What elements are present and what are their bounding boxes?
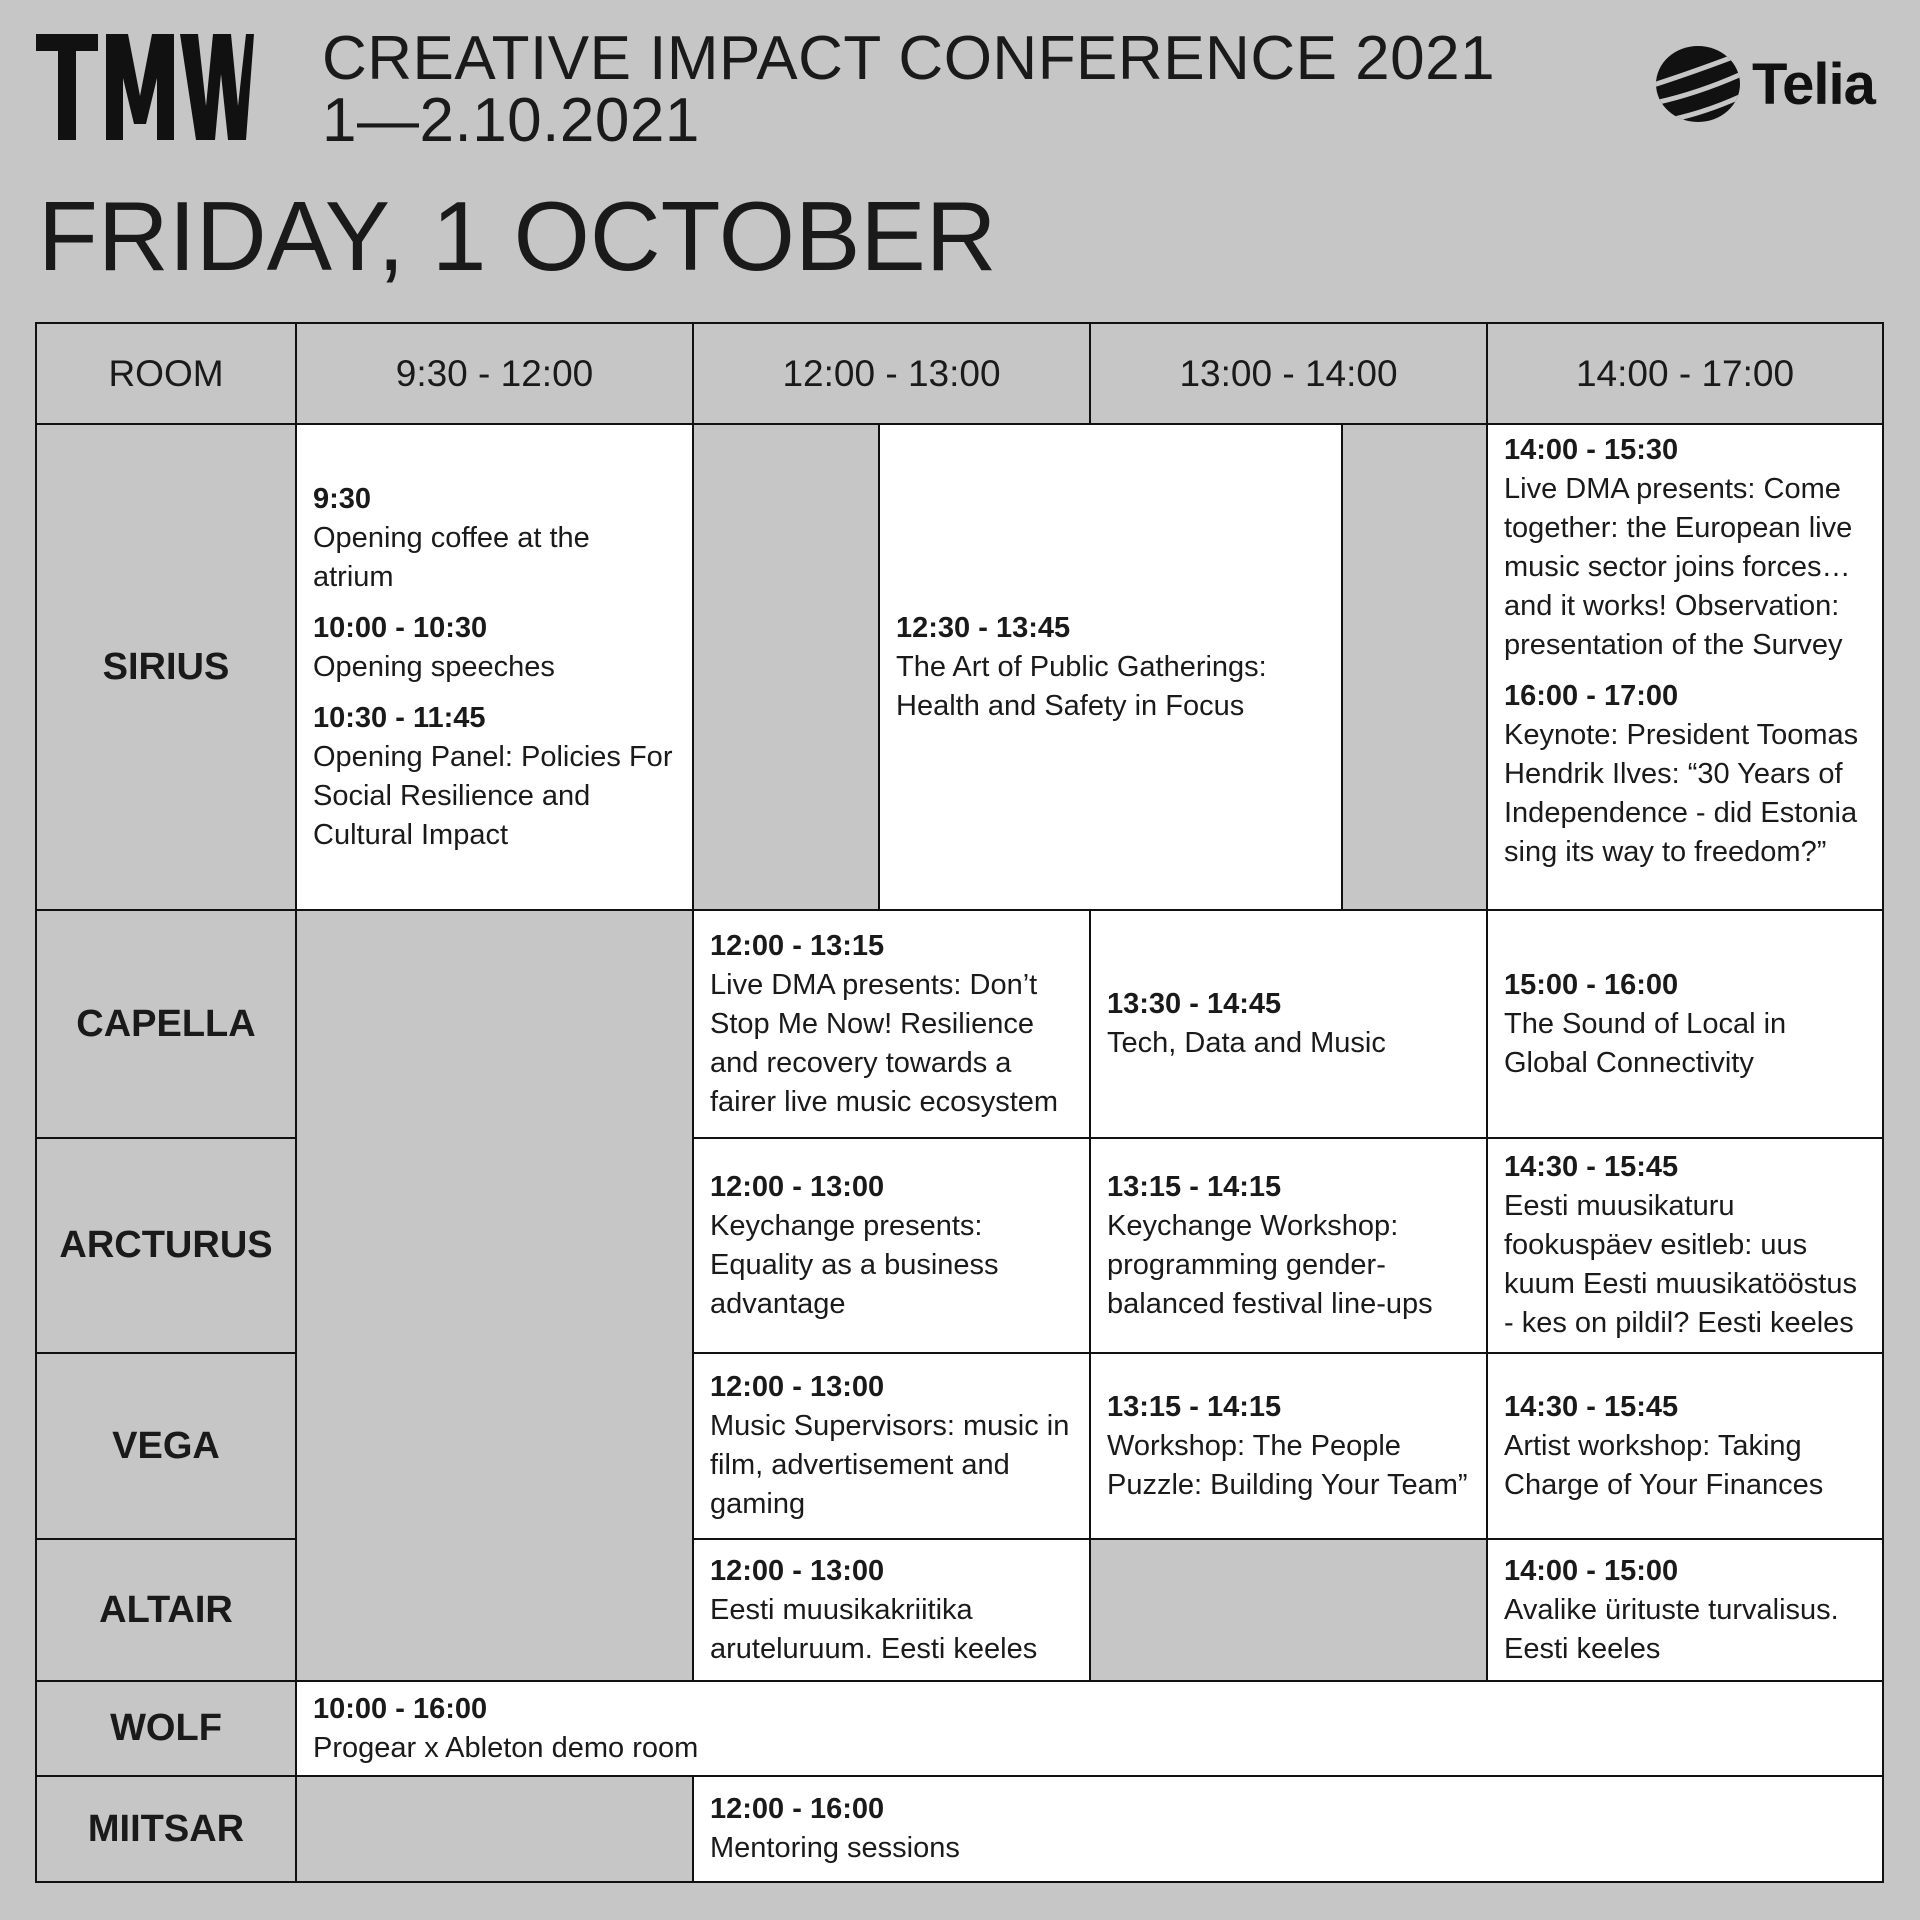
session-time: 14:00 - 15:30 — [1504, 434, 1679, 466]
session-title: The Art of Public Gatherings: Health and Safety in Focus — [896, 650, 1267, 722]
telia-sphere-icon — [1654, 42, 1742, 126]
session-capella-1300 — [1089, 909, 1488, 1139]
telia-wordmark: Telia — [1752, 51, 1875, 117]
session-item — [313, 1690, 1868, 1768]
session-time: 12:00 - 13:00 — [710, 1554, 885, 1587]
session-time: 13:30 - 14:45 — [1107, 988, 1282, 1020]
session-item — [313, 480, 678, 597]
session-time: 16:00 - 17:00 — [1504, 680, 1679, 712]
session-title: Eesti muusikakriitika aruteluruum. Eesti keeles — [710, 1593, 1038, 1665]
empty-slot — [1341, 423, 1488, 911]
empty-slot — [295, 1775, 694, 1883]
session-item — [710, 1552, 1075, 1669]
session-time: 12:30 - 13:45 — [896, 611, 1071, 644]
session-title: Live DMA presents: Don’t Stop Me Now! Resilience and recovery towards a fairer live music ecosystem — [710, 968, 1059, 1118]
session-time: 13:15 - 14:15 — [1107, 1170, 1282, 1203]
session-arcturus-1300 — [1089, 1137, 1488, 1354]
session-title: Eesti muusikaturu fookuspäev esitleb: uus kuum Eesti muusikatööstus - kes on pildil? Eesti keeles — [1504, 1190, 1857, 1339]
room-arcturus: ARCTURUS — [35, 1137, 297, 1354]
session-title: Keychange Workshop: programming gender-balanced festival line-ups — [1107, 1209, 1433, 1320]
session-item — [313, 609, 678, 687]
room-wolf: WOLF — [35, 1680, 297, 1777]
session-time: 10:00 - 16:00 — [313, 1692, 488, 1725]
session-title: Music Supervisors: music in film, advertisement and gaming — [710, 1410, 1070, 1520]
session-item — [1504, 677, 1868, 872]
session-title: Opening Panel: Policies For Social Resilience and Cultural Impact — [313, 740, 673, 851]
session-time: 9:30 — [313, 482, 372, 515]
session-vega-1300 — [1089, 1352, 1488, 1540]
empty-slot — [1089, 1538, 1488, 1682]
room-miitsar: MIITSAR — [35, 1775, 297, 1883]
session-altair-1400 — [1486, 1538, 1884, 1682]
session-capella-1400 — [1486, 909, 1884, 1139]
session-item — [1504, 1148, 1868, 1343]
session-item — [1504, 1552, 1868, 1669]
schedule-grid — [35, 322, 1884, 1883]
session-time: 12:00 - 13:00 — [710, 1371, 885, 1403]
conference-name: CREATIVE IMPACT CONFERENCE 2021 — [322, 24, 1496, 93]
session-title: Opening coffee at the atrium — [313, 521, 590, 593]
session-arcturus-1200 — [692, 1137, 1091, 1354]
session-item — [710, 1168, 1075, 1324]
session-vega-1200 — [692, 1352, 1091, 1540]
session-item — [1504, 1388, 1868, 1505]
session-time: 15:00 - 16:00 — [1504, 968, 1679, 1001]
session-item — [313, 699, 678, 855]
session-title: The Sound of Local in Global Connectivity — [1504, 1007, 1787, 1079]
session-item — [1107, 1168, 1472, 1324]
session-item — [1504, 966, 1868, 1083]
session-title: Opening speeches — [313, 650, 555, 683]
session-sirius-morning — [295, 423, 694, 911]
session-title: Mentoring sessions — [710, 1832, 960, 1864]
room-sirius: SIRIUS — [35, 423, 297, 911]
session-title: Artist workshop: Taking Charge of Your Finances — [1504, 1429, 1824, 1501]
telia-logo — [1654, 42, 1875, 126]
session-arcturus-1400 — [1486, 1137, 1884, 1354]
header-slot-1300: 13:00 - 14:00 — [1089, 322, 1488, 425]
session-wolf — [295, 1680, 1884, 1777]
session-sirius-afternoon — [1486, 423, 1884, 911]
conference-heading — [322, 24, 1496, 155]
session-time: 10:30 - 11:45 — [313, 701, 486, 734]
session-capella-1200 — [692, 909, 1091, 1139]
conference-dates: 1—2.10.2021 — [322, 86, 700, 155]
empty-slot — [295, 909, 694, 1682]
header-slot-1200: 12:00 - 13:00 — [692, 322, 1091, 425]
session-item — [710, 1790, 1868, 1868]
room-capella: CAPELLA — [35, 909, 297, 1139]
session-sirius-midday — [878, 423, 1343, 911]
session-title: Keynote: President Toomas Hendrik Ilves: “30 Years of Independence - did Estonia sing its way to freedom?” — [1504, 719, 1859, 868]
session-vega-1400 — [1486, 1352, 1884, 1540]
session-title: Progear x Ableton demo room — [313, 1731, 699, 1764]
session-item — [1107, 985, 1472, 1063]
session-time: 10:00 - 10:30 — [313, 611, 488, 644]
session-item — [896, 609, 1327, 726]
empty-slot — [692, 423, 880, 911]
session-title: Avalike ürituste turvalisus. Eesti keeles — [1504, 1593, 1839, 1665]
session-title: Keychange presents: Equality as a business advantage — [710, 1209, 999, 1320]
session-time: 13:15 - 14:15 — [1107, 1390, 1282, 1423]
session-time: 14:30 - 15:45 — [1504, 1151, 1679, 1183]
tmw-logo — [36, 34, 254, 144]
session-item — [1107, 1388, 1472, 1505]
session-altair-1200 — [692, 1538, 1091, 1682]
header-room: ROOM — [35, 322, 297, 425]
header-slot-1400: 14:00 - 17:00 — [1486, 322, 1884, 425]
session-time: 12:00 - 13:00 — [710, 1170, 885, 1203]
session-time: 12:00 - 16:00 — [710, 1793, 885, 1825]
session-title: Workshop: The People Puzzle: Building Your Team” — [1107, 1429, 1468, 1501]
session-title: Live DMA presents: Come together: the European live music sector joins forces… and it works! Observation: presentation of the Survey — [1504, 473, 1853, 661]
day-title: FRIDAY, 1 OCTOBER — [38, 181, 997, 291]
session-time: 12:00 - 13:15 — [710, 929, 885, 962]
session-time: 14:00 - 15:00 — [1504, 1554, 1679, 1587]
header-slot-0930: 9:30 - 12:00 — [295, 322, 694, 425]
session-title: Tech, Data and Music — [1107, 1027, 1386, 1059]
room-vega: VEGA — [35, 1352, 297, 1540]
session-miitsar — [692, 1775, 1884, 1883]
session-item — [710, 927, 1075, 1122]
room-altair: ALTAIR — [35, 1538, 297, 1682]
session-time: 14:30 - 15:45 — [1504, 1390, 1679, 1423]
session-item — [710, 1368, 1075, 1524]
session-item — [1504, 431, 1868, 665]
